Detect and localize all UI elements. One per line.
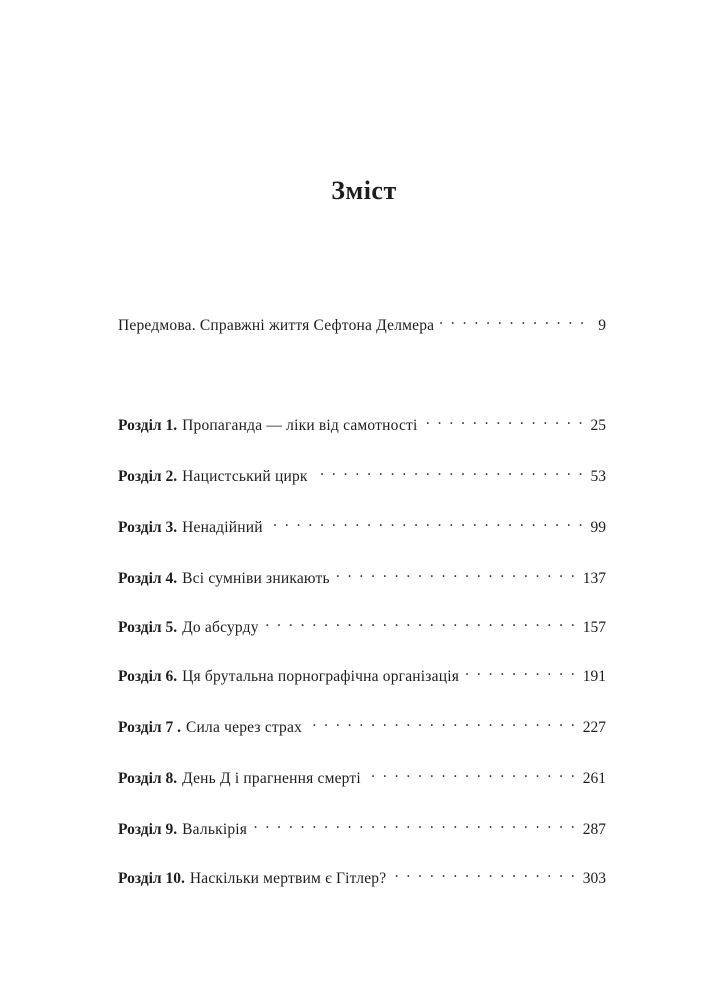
toc-entry-chapter-2 [118, 461, 606, 487]
chapter-page: 25 [590, 417, 606, 434]
chapter-page: 99 [590, 519, 606, 536]
chapter-page: 261 [582, 770, 606, 787]
chapter-title: Нацистський цирк [182, 468, 308, 485]
chapter-label: Розділ 6. [118, 668, 178, 685]
chapter-label: Розділ 3. [118, 519, 178, 536]
chapter-page: 137 [582, 570, 606, 587]
toc-entry-chapter-6 [118, 661, 606, 687]
dot-leader [336, 563, 577, 583]
toc-entry-chapter-8 [118, 763, 606, 789]
chapter-title: Валькірія [182, 821, 248, 838]
chapter-page: 227 [582, 719, 606, 736]
chapter-label: Розділ 2. [118, 468, 178, 485]
dot-leader [308, 712, 577, 732]
dot-leader [265, 612, 577, 632]
chapter-title: До абсурду [182, 619, 259, 636]
chapter-page: 191 [582, 668, 606, 685]
dot-leader [314, 461, 585, 481]
chapter-label: Розділ 4. [118, 570, 178, 587]
chapter-title: Всі сумніви зникають [182, 570, 330, 587]
chapter-label: Розділ 10. [118, 870, 185, 887]
chapter-title: Пропаганда — ліки від самотності [182, 417, 418, 434]
chapter-title: Ненадійний [182, 519, 263, 536]
toc-entry-chapter-9 [118, 814, 606, 840]
toc-entry-page: 9 [598, 317, 606, 334]
chapter-label: Розділ 1. [118, 417, 178, 434]
dot-leader [424, 410, 585, 430]
chapter-label: Розділ 7 . [118, 719, 181, 736]
page-title: Зміст [331, 176, 397, 205]
toc-entry-chapter-10 [118, 863, 606, 889]
chapter-title: Сила через страх [186, 719, 303, 736]
toc-entry-chapter-5 [118, 612, 606, 638]
toc-entry-chapter-7 [118, 712, 606, 738]
dot-leader [465, 661, 577, 681]
chapter-label: Розділ 9. [118, 821, 178, 838]
chapter-title: День Д і прагнення смерті [182, 770, 361, 787]
chapter-page: 157 [582, 619, 606, 636]
chapter-page: 287 [582, 821, 606, 838]
toc-entry-title: Передмова. Справжні життя Сефтона Делмера [118, 317, 435, 334]
toc-entry-chapter-3 [118, 512, 606, 538]
toc-entry-chapter-1 [118, 410, 606, 436]
chapter-label: Розділ 8. [118, 770, 178, 787]
chapter-page: 53 [590, 468, 606, 485]
chapter-label: Розділ 5. [118, 619, 178, 636]
toc-entry-preface [118, 310, 606, 336]
dot-leader [440, 310, 586, 330]
chapter-page: 303 [582, 870, 606, 887]
chapter-title: Ця брутальна порнографічна організація [182, 668, 460, 685]
dot-leader [253, 814, 577, 834]
dot-leader [367, 763, 577, 783]
chapter-title: Наскільки мертвим є Гітлер? [189, 870, 387, 887]
dot-leader [269, 512, 585, 532]
toc-entry-chapter-4 [118, 563, 606, 589]
dot-leader [392, 863, 576, 883]
